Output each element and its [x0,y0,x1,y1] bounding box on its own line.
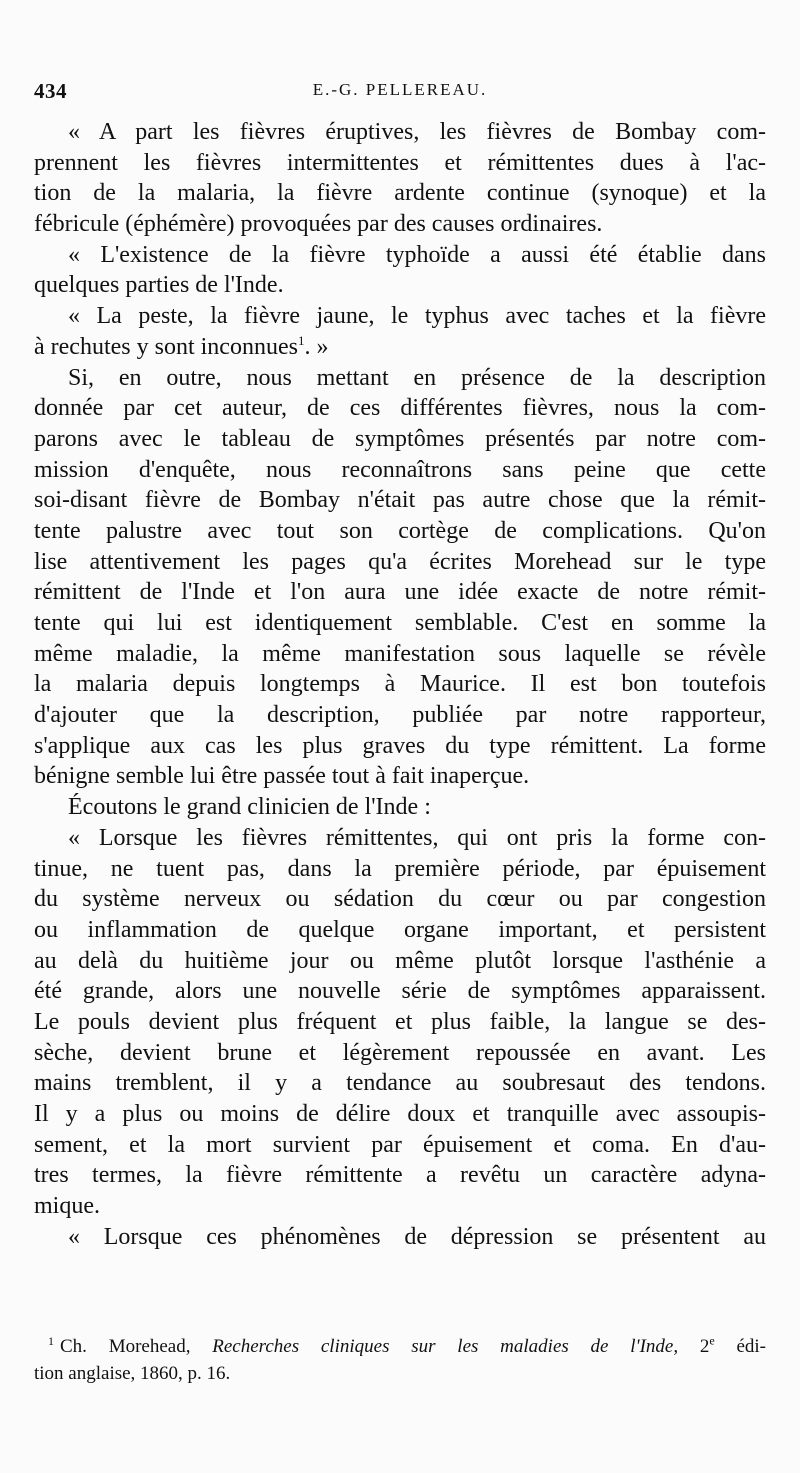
footnote-reference: 1 [297,332,305,348]
text-line: « Lorsque les fièvres rémittentes, qui ont pris la forme con- [68,824,766,851]
text-line: tres termes, la fièvre rémittente a revêtu un caractère adyna- [34,1162,766,1189]
page-number: 434 [34,79,67,103]
text-line: « L'existence de la fièvre typhoïde a aussi été établie dans [68,241,766,268]
text-line: Il y a plus ou moins de délire doux et tranquille avec assoupis- [34,1101,766,1127]
text-segment: à rechutes y sont inconnues [34,333,298,360]
text-line: tinue, ne tuent pas, dans la première période, par épuisement [34,855,766,882]
text-line: tente qui lui est identiquement semblable. C'est en somme la [34,610,766,636]
text-line: donnée par cet auteur, de ces différentes fièvres, nous la com- [34,395,766,422]
text-line: ou inflammation de quelque organe important, et persistent [34,916,766,943]
text-line: quelques parties de l'Inde. [34,272,284,299]
text-line: du système nerveux ou sédation du cœur ou par congestion [34,886,766,913]
footnote-mark: 1 [48,1333,54,1348]
text-line: « La peste, la fièvre jaune, le typhus avec taches et la fièvre [68,303,766,330]
text-line: sèche, devient brune et légèrement repoussée en avant. Les [34,1039,766,1066]
text-line: Si, en outre, nous mettant en présence de la description [68,364,766,391]
text-line: Le pouls devient plus fréquent et plus faible, la langue se des- [34,1008,766,1035]
text-line: été grande, alors une nouvelle série de symptômes apparaissent. [34,978,766,1005]
text-line: fébricule (éphémère) provoquées par des causes ordinaires. [34,211,603,238]
text-segment: . » [304,333,329,360]
text-line: mission d'enquête, nous reconnaîtrons sans peine que cette [34,456,766,483]
footnote-author: Ch. Morehead, [60,1336,191,1357]
text-line: sement, et la mort survient par épuisement et coma. En d'au- [34,1131,766,1158]
text-line: bénigne semble lui être passée tout à fait inaperçue. [34,763,530,790]
text-line: s'applique aux cas les plus graves du type rémittent. La forme [34,732,766,759]
running-head: E.-G. PELLEREAU. [312,80,488,99]
text-line: rémittent de l'Inde et l'on aura une idée exacte de notre rémit- [34,579,766,606]
footnote-edition: 2 [699,1336,710,1357]
footnotes [34,1333,766,1387]
text-line: mique. [34,1193,100,1220]
text-line: tion de la malaria, la fièvre ardente continue (synoque) et la [34,180,766,207]
footnote-edition-tail: édi- [714,1336,766,1357]
text-line: mains tremblent, il y a tendance au soubresaut des tendons. [34,1070,766,1097]
text-line: parons avec le tableau de symptômes présentés par notre com- [34,425,766,452]
text-line: soi-disant fièvre de Bombay n'était pas autre chose que la rémit- [34,487,766,514]
footnote-title: Recherches cliniques sur les maladies de l'Inde, [212,1336,679,1357]
text-line: la malaria depuis longtemps à Maurice. Il est bon toutefois [34,671,766,698]
text-line: prennent les fièvres intermittentes et rémittentes dues à l'ac- [34,149,766,176]
text-line: tente palustre avec tout son cortège de complications. Qu'on [34,517,766,544]
text-line: au delà du huitième jour ou même plutôt lorsque l'asthénie a [34,947,766,974]
footnote-line [34,1333,766,1360]
text-line: « Lorsque ces phénomènes de dépression se présentent au [68,1223,766,1250]
body-text [34,117,766,1252]
text-line: même maladie, la même manifestation sous laquelle se révèle [34,640,766,667]
text-line: Écoutons le grand clinicien de l'Inde : [68,794,431,821]
footnote-line: tion anglaise, 1860, p. 16. [34,1363,231,1384]
text-line: lise attentivement les pages qu'a écrites Morehead sur le type [34,548,766,575]
text-line: « A part les fièvres éruptives, les fièvres de Bombay com- [68,119,766,145]
page-header [34,79,766,109]
footnote-edition-sup: e [709,1333,715,1348]
text-line: d'ajouter que la description, publiée par notre rapporteur, [34,702,766,729]
text-line [34,332,766,363]
